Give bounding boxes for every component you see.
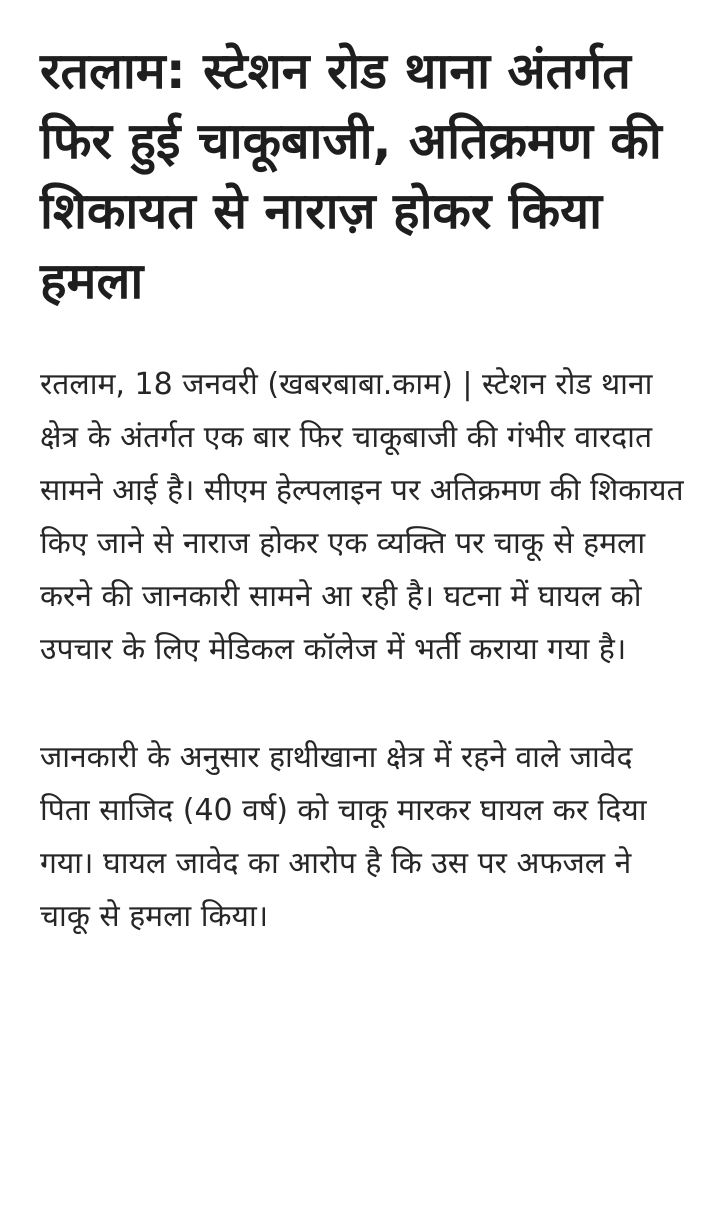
- article-paragraph-2: जानकारी के अनुसार हाथीखाना क्षेत्र में रहने वाले जावेद पिता साजिद (40 वर्ष) को चाकू मारकर घायल कर दिया गया। घायल जावेद का आरोप है कि उस पर अफजल ने चाकू से हमला किया।: [40, 739, 647, 934]
- article-paragraph-1: रतलाम, 18 जनवरी (खबरबाबा.काम) | स्टेशन रोड थाना क्षेत्र के अंतर्गत एक बार फिर चाकूबाजी की गंभीर वारदात सामने आई है। सीएम हेल्पलाइन पर अतिक्रमण की शिकायत किए जाने से नाराज होकर एक व्यक्ति पर चाकू से हमला करने की जानकारी सामने आ रही है। घटना में घायल को उपचार के लिए मेडिकल कॉलेज में भर्ती कराया गया है।: [40, 367, 684, 668]
- article-headline: रतलाम: स्टेशन रोड थाना अंतर्गत फिर हुई चाकूबाजी, अतिक्रमण की शिकायत से नाराज़ होकर किया हमला: [40, 42, 662, 310]
- news-article: [40, 36, 690, 943]
- article-body: [40, 358, 690, 943]
